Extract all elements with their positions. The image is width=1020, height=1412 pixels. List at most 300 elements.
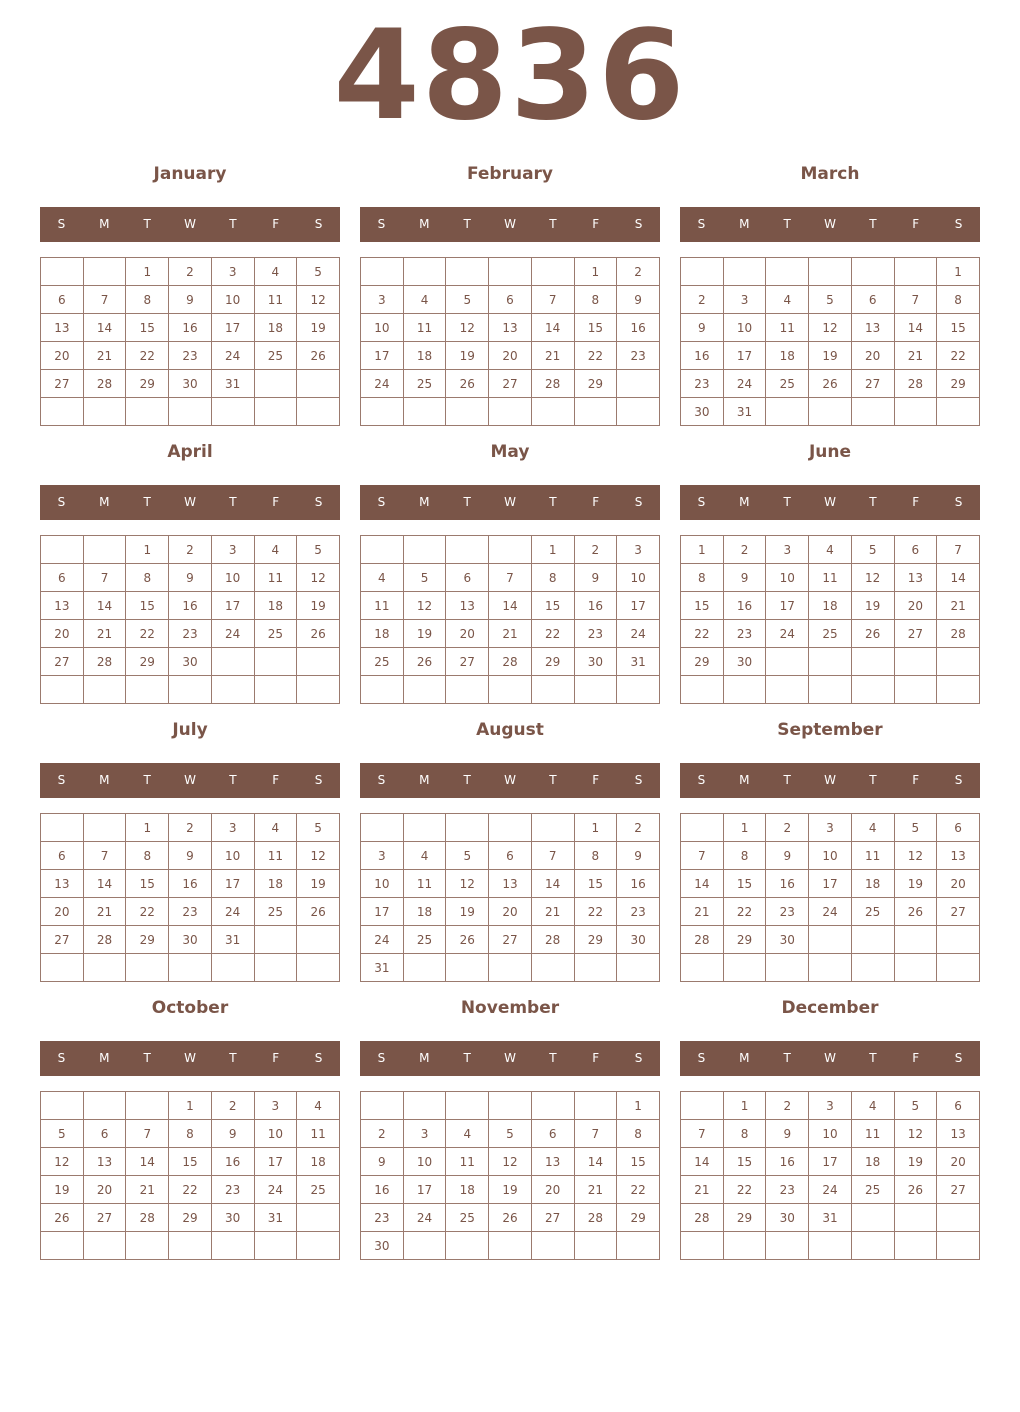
day-grid (360, 1091, 660, 1260)
day-cell (254, 370, 297, 398)
day-cell (446, 398, 489, 426)
day-cell (361, 258, 404, 286)
day-cell: 1 (574, 814, 617, 842)
day-cell: 3 (211, 258, 254, 286)
day-cell: 11 (851, 842, 894, 870)
weekday-label: S (57, 495, 66, 509)
day-cell: 16 (723, 592, 766, 620)
week-row (41, 620, 340, 648)
weekday-label: S (314, 1051, 323, 1065)
weekday-label: W (184, 773, 196, 787)
day-cell (489, 676, 532, 704)
weekday-label: M (99, 1051, 110, 1065)
week-row (41, 398, 340, 426)
week-row (41, 1148, 340, 1176)
day-cell: 6 (41, 286, 84, 314)
day-cell: 7 (489, 564, 532, 592)
week-row (681, 954, 980, 982)
day-cell: 9 (211, 1120, 254, 1148)
day-cell: 29 (574, 370, 617, 398)
day-cell (126, 398, 169, 426)
day-cell: 10 (809, 1120, 852, 1148)
week-row (41, 842, 340, 870)
day-cell: 19 (489, 1176, 532, 1204)
day-cell: 8 (574, 286, 617, 314)
day-cell: 28 (937, 620, 980, 648)
week-row (41, 258, 340, 286)
weekday-label: W (184, 1051, 196, 1065)
day-cell: 10 (617, 564, 660, 592)
weekday-label: T (463, 495, 471, 509)
day-cell (361, 398, 404, 426)
week-row (361, 564, 660, 592)
weekday-header (360, 763, 660, 798)
day-cell: 5 (446, 286, 489, 314)
day-cell: 14 (531, 314, 574, 342)
week-row (41, 1120, 340, 1148)
day-cell: 7 (937, 536, 980, 564)
day-cell: 19 (446, 342, 489, 370)
day-cell: 7 (681, 1120, 724, 1148)
day-cell: 12 (489, 1148, 532, 1176)
day-cell: 17 (723, 342, 766, 370)
day-cell: 7 (83, 564, 126, 592)
day-cell: 15 (681, 592, 724, 620)
day-cell: 27 (851, 370, 894, 398)
day-cell: 8 (723, 1120, 766, 1148)
weekday-label: F (912, 217, 920, 231)
month-name: January (153, 164, 227, 184)
day-cell: 2 (169, 814, 212, 842)
day-cell: 21 (574, 1176, 617, 1204)
day-cell: 22 (574, 342, 617, 370)
day-cell (531, 814, 574, 842)
day-cell: 12 (446, 314, 489, 342)
day-cell: 14 (937, 564, 980, 592)
day-cell: 11 (809, 564, 852, 592)
weekday-header (40, 763, 340, 798)
month-name: June (808, 442, 852, 462)
day-cell (617, 370, 660, 398)
day-cell: 8 (126, 564, 169, 592)
day-cell: 20 (41, 898, 84, 926)
day-cell (126, 676, 169, 704)
day-cell: 5 (489, 1120, 532, 1148)
week-row (361, 1092, 660, 1120)
day-cell: 25 (851, 898, 894, 926)
day-cell: 14 (126, 1148, 169, 1176)
day-cell: 20 (894, 592, 937, 620)
day-cell: 5 (297, 814, 340, 842)
day-cell: 1 (681, 536, 724, 564)
weekday-label: T (549, 1051, 557, 1065)
day-cell: 14 (83, 592, 126, 620)
day-cell: 2 (169, 536, 212, 564)
week-row (361, 370, 660, 398)
day-grid (360, 535, 660, 704)
day-cell: 27 (937, 1176, 980, 1204)
day-cell: 3 (254, 1092, 297, 1120)
day-cell (446, 676, 489, 704)
week-row (361, 1148, 660, 1176)
day-cell (851, 954, 894, 982)
week-row (41, 1204, 340, 1232)
day-cell: 13 (83, 1148, 126, 1176)
day-cell: 28 (531, 926, 574, 954)
week-row (361, 676, 660, 704)
day-cell: 21 (531, 898, 574, 926)
day-cell: 23 (169, 898, 212, 926)
day-cell: 16 (681, 342, 724, 370)
week-row (681, 398, 980, 426)
weekday-label: T (869, 1051, 877, 1065)
day-cell: 15 (126, 314, 169, 342)
day-cell: 26 (894, 898, 937, 926)
weekday-label: T (549, 217, 557, 231)
day-cell: 19 (894, 870, 937, 898)
day-cell: 31 (211, 926, 254, 954)
day-cell: 9 (723, 564, 766, 592)
day-cell (809, 648, 852, 676)
week-row (361, 842, 660, 870)
weekday-label: F (912, 1051, 920, 1065)
day-cell: 18 (254, 592, 297, 620)
day-cell: 28 (83, 370, 126, 398)
day-cell (403, 1232, 446, 1260)
weekday-label: F (272, 495, 280, 509)
weekday-header (360, 485, 660, 520)
week-row (41, 592, 340, 620)
day-grid (680, 1091, 980, 1260)
day-cell (851, 1232, 894, 1260)
day-cell: 30 (723, 648, 766, 676)
week-row (681, 620, 980, 648)
day-cell: 24 (723, 370, 766, 398)
week-row (361, 926, 660, 954)
week-row (41, 870, 340, 898)
day-cell (254, 1232, 297, 1260)
day-cell: 17 (809, 1148, 852, 1176)
day-cell: 21 (126, 1176, 169, 1204)
day-cell: 8 (169, 1120, 212, 1148)
day-cell: 1 (126, 814, 169, 842)
day-cell: 5 (851, 536, 894, 564)
day-cell: 6 (83, 1120, 126, 1148)
weekday-label: M (419, 773, 430, 787)
day-cell: 23 (169, 620, 212, 648)
day-cell (531, 1232, 574, 1260)
weekday-label: F (592, 217, 600, 231)
day-cell: 30 (766, 926, 809, 954)
week-row (361, 870, 660, 898)
day-cell: 19 (403, 620, 446, 648)
day-cell: 28 (83, 648, 126, 676)
weekday-label: T (463, 773, 471, 787)
day-cell (41, 814, 84, 842)
day-cell: 30 (211, 1204, 254, 1232)
day-cell: 13 (489, 314, 532, 342)
day-cell (254, 648, 297, 676)
day-cell: 27 (894, 620, 937, 648)
weekday-label: S (634, 217, 643, 231)
day-cell: 17 (211, 314, 254, 342)
week-row (681, 814, 980, 842)
day-cell: 18 (403, 898, 446, 926)
day-cell: 12 (851, 564, 894, 592)
day-cell: 11 (446, 1148, 489, 1176)
day-cell: 26 (446, 926, 489, 954)
day-cell (403, 398, 446, 426)
day-cell: 15 (169, 1148, 212, 1176)
week-row (361, 258, 660, 286)
day-cell (169, 954, 212, 982)
weekday-label: M (739, 495, 750, 509)
day-cell: 14 (574, 1148, 617, 1176)
day-cell: 30 (766, 1204, 809, 1232)
day-cell: 12 (41, 1148, 84, 1176)
day-cell: 29 (126, 648, 169, 676)
day-cell (531, 954, 574, 982)
weekday-label: S (634, 495, 643, 509)
day-cell: 20 (41, 620, 84, 648)
day-cell: 19 (41, 1176, 84, 1204)
day-cell: 1 (617, 1092, 660, 1120)
week-row (361, 1176, 660, 1204)
day-cell: 21 (83, 342, 126, 370)
day-cell (574, 1232, 617, 1260)
day-cell: 31 (361, 954, 404, 982)
day-cell: 13 (937, 1120, 980, 1148)
day-cell: 20 (83, 1176, 126, 1204)
day-cell: 17 (617, 592, 660, 620)
weekday-header (360, 1041, 660, 1076)
weekday-label: W (504, 495, 516, 509)
day-cell: 29 (531, 648, 574, 676)
weekday-label: S (377, 495, 386, 509)
day-cell (489, 1232, 532, 1260)
day-cell: 20 (531, 1176, 574, 1204)
weekday-label: S (634, 1051, 643, 1065)
day-cell: 20 (41, 342, 84, 370)
day-cell: 18 (361, 620, 404, 648)
day-cell: 16 (574, 592, 617, 620)
day-cell (681, 258, 724, 286)
week-row (41, 286, 340, 314)
day-cell: 20 (937, 870, 980, 898)
day-cell: 15 (937, 314, 980, 342)
day-cell: 23 (723, 620, 766, 648)
day-cell (894, 648, 937, 676)
day-cell (937, 1204, 980, 1232)
day-cell: 14 (894, 314, 937, 342)
day-cell: 13 (41, 592, 84, 620)
day-grid (40, 535, 340, 704)
day-cell (446, 1092, 489, 1120)
day-cell: 2 (617, 814, 660, 842)
weekday-label: T (869, 773, 877, 787)
day-cell: 10 (361, 870, 404, 898)
day-cell: 18 (809, 592, 852, 620)
weekday-label: W (824, 217, 836, 231)
weekday-label: F (272, 217, 280, 231)
day-cell: 8 (126, 286, 169, 314)
weekday-label: S (314, 773, 323, 787)
day-cell: 12 (894, 1120, 937, 1148)
day-cell (894, 1204, 937, 1232)
day-cell (617, 1232, 660, 1260)
weekday-header (680, 485, 980, 520)
day-cell: 28 (531, 370, 574, 398)
day-cell: 31 (211, 370, 254, 398)
day-cell: 30 (169, 370, 212, 398)
day-cell (83, 1092, 126, 1120)
day-cell (83, 258, 126, 286)
weekday-label: T (463, 1051, 471, 1065)
day-cell: 31 (809, 1204, 852, 1232)
day-cell: 11 (297, 1120, 340, 1148)
week-row (361, 342, 660, 370)
day-cell (894, 676, 937, 704)
day-grid (40, 813, 340, 982)
day-cell: 16 (617, 870, 660, 898)
day-cell: 14 (489, 592, 532, 620)
month-name: March (800, 164, 860, 184)
day-cell: 22 (723, 898, 766, 926)
day-cell: 26 (297, 620, 340, 648)
day-cell: 1 (126, 258, 169, 286)
week-row (41, 314, 340, 342)
day-cell (403, 258, 446, 286)
day-cell: 7 (83, 286, 126, 314)
day-cell: 3 (403, 1120, 446, 1148)
day-cell: 22 (937, 342, 980, 370)
week-row (41, 898, 340, 926)
week-row (681, 898, 980, 926)
weekday-label: S (954, 773, 963, 787)
day-cell: 16 (169, 592, 212, 620)
day-cell: 25 (254, 898, 297, 926)
day-cell (489, 954, 532, 982)
weekday-label: T (783, 217, 791, 231)
day-cell: 18 (297, 1148, 340, 1176)
day-cell: 2 (211, 1092, 254, 1120)
day-cell: 30 (169, 648, 212, 676)
week-row (361, 286, 660, 314)
day-cell (766, 258, 809, 286)
day-cell (41, 1232, 84, 1260)
day-cell: 28 (894, 370, 937, 398)
weekday-label: M (99, 217, 110, 231)
weekday-label: T (229, 217, 237, 231)
day-cell: 17 (361, 342, 404, 370)
weekday-label: S (697, 773, 706, 787)
day-cell: 3 (809, 814, 852, 842)
day-cell: 15 (574, 870, 617, 898)
day-cell: 24 (254, 1176, 297, 1204)
day-cell: 20 (851, 342, 894, 370)
day-cell: 8 (574, 842, 617, 870)
day-cell: 30 (361, 1232, 404, 1260)
day-grid (680, 813, 980, 982)
day-cell (41, 258, 84, 286)
day-cell: 11 (403, 870, 446, 898)
day-cell: 6 (894, 536, 937, 564)
weekday-label: T (869, 495, 877, 509)
day-cell: 1 (169, 1092, 212, 1120)
day-cell: 24 (809, 1176, 852, 1204)
day-cell: 4 (446, 1120, 489, 1148)
day-cell: 10 (809, 842, 852, 870)
day-cell (681, 1232, 724, 1260)
day-cell (937, 954, 980, 982)
week-row (361, 1232, 660, 1260)
weekday-label: T (463, 217, 471, 231)
week-row (681, 286, 980, 314)
day-cell: 21 (83, 898, 126, 926)
day-cell: 26 (41, 1204, 84, 1232)
day-cell (403, 1092, 446, 1120)
day-cell: 26 (894, 1176, 937, 1204)
day-cell: 22 (574, 898, 617, 926)
day-cell: 24 (766, 620, 809, 648)
day-cell: 27 (41, 370, 84, 398)
day-cell: 18 (851, 870, 894, 898)
day-cell: 19 (446, 898, 489, 926)
day-cell (403, 536, 446, 564)
day-cell: 9 (169, 286, 212, 314)
day-cell: 14 (681, 870, 724, 898)
weekday-label: S (954, 1051, 963, 1065)
day-cell (169, 676, 212, 704)
day-cell: 27 (446, 648, 489, 676)
day-grid (680, 257, 980, 426)
day-cell (531, 676, 574, 704)
day-cell: 2 (766, 814, 809, 842)
day-cell: 18 (403, 342, 446, 370)
day-cell (531, 1092, 574, 1120)
day-cell (126, 1232, 169, 1260)
weekday-header (40, 485, 340, 520)
day-cell: 1 (126, 536, 169, 564)
day-cell (403, 814, 446, 842)
day-cell (211, 1232, 254, 1260)
day-cell: 29 (126, 926, 169, 954)
weekday-label: S (697, 495, 706, 509)
week-row (681, 1176, 980, 1204)
day-cell: 12 (446, 870, 489, 898)
day-cell: 13 (489, 870, 532, 898)
day-cell: 15 (126, 870, 169, 898)
day-cell (894, 926, 937, 954)
day-cell (361, 1092, 404, 1120)
weekday-label: W (184, 217, 196, 231)
week-row (361, 398, 660, 426)
day-cell: 27 (489, 926, 532, 954)
day-grid (680, 535, 980, 704)
day-cell (894, 954, 937, 982)
day-cell: 27 (41, 926, 84, 954)
day-cell: 10 (723, 314, 766, 342)
week-row (681, 1204, 980, 1232)
day-cell: 7 (894, 286, 937, 314)
week-row (41, 926, 340, 954)
weekday-label: M (99, 495, 110, 509)
weekday-label: F (912, 773, 920, 787)
day-cell (894, 1232, 937, 1260)
day-cell (766, 1232, 809, 1260)
day-cell: 4 (766, 286, 809, 314)
day-cell: 13 (851, 314, 894, 342)
